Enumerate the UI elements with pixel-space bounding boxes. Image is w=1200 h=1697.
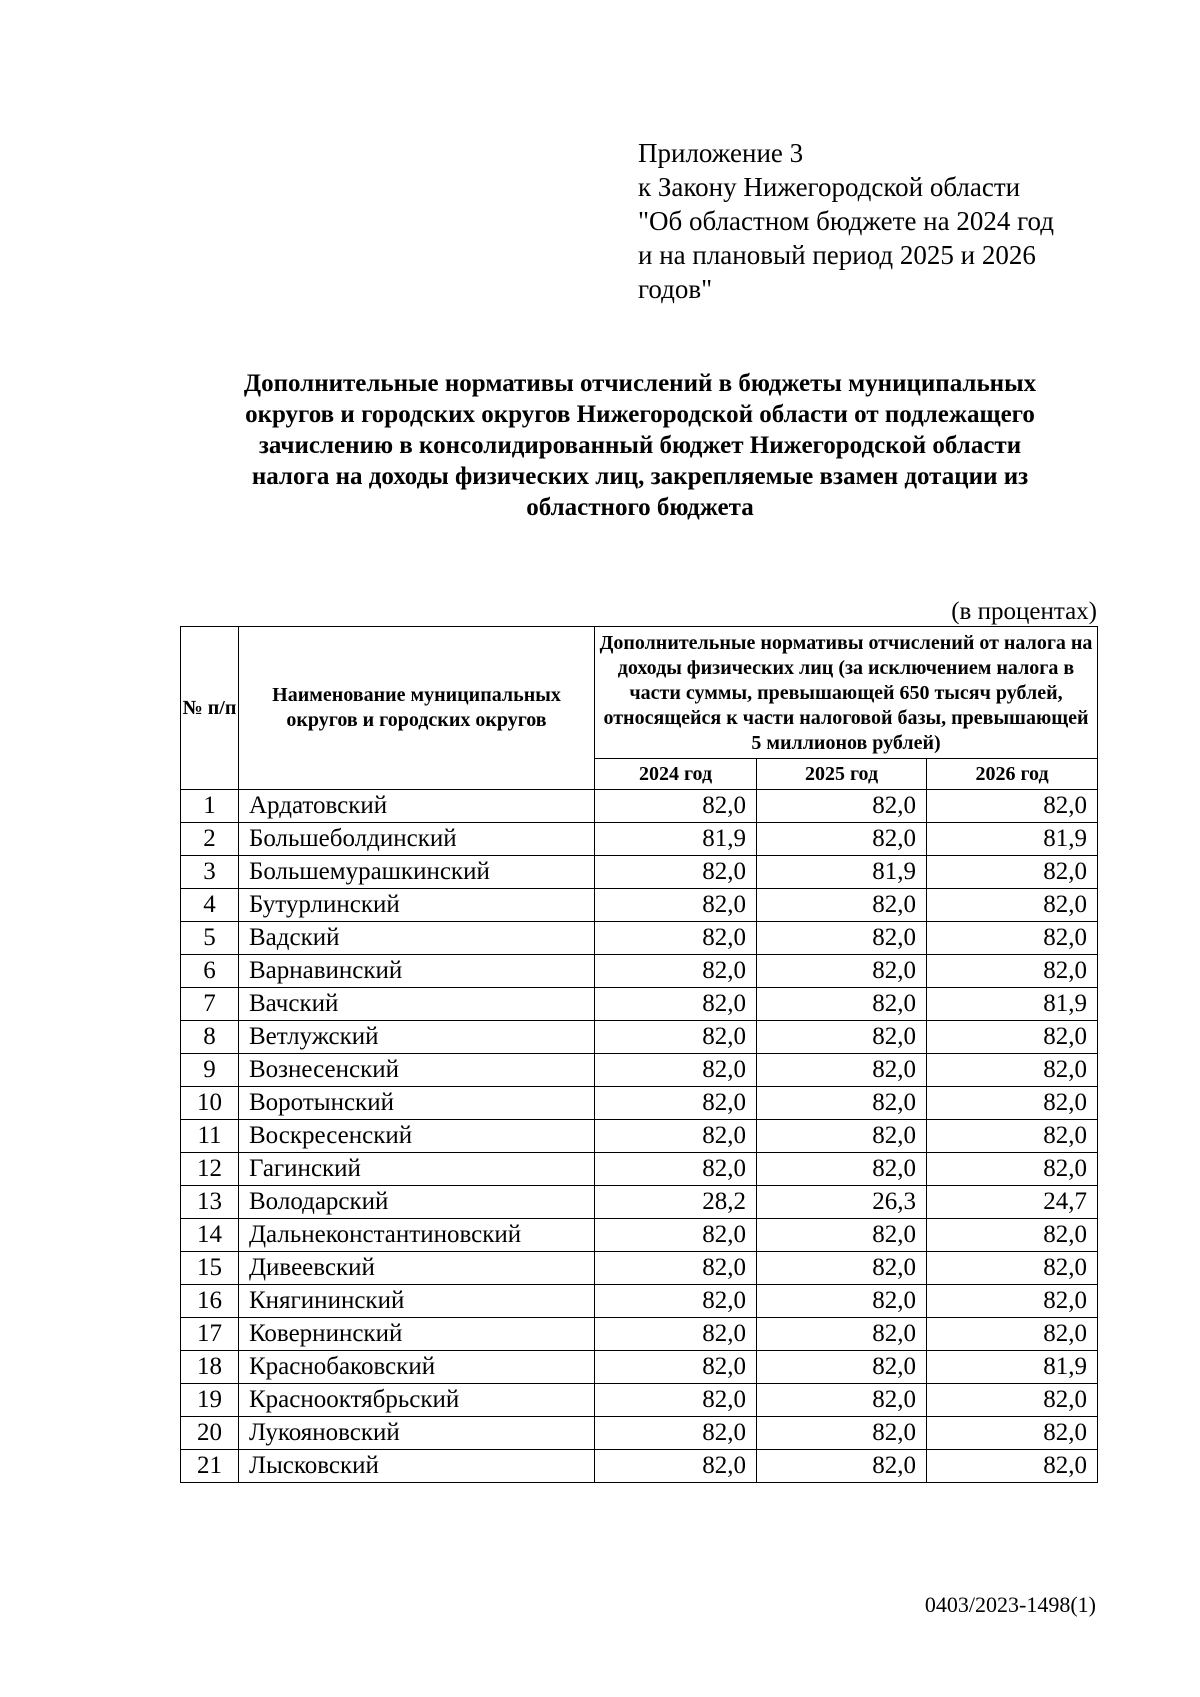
row-number: 21	[181, 1450, 239, 1483]
table-row	[181, 823, 1098, 856]
table-row	[181, 988, 1098, 1021]
row-number: 11	[181, 1120, 239, 1153]
row-municipality-name: Воскресенский	[239, 1120, 595, 1153]
title-line: зачислению в консолидированный бюджет Нижегородской области	[258, 432, 1022, 459]
row-value-2026: 82,0	[927, 790, 1098, 823]
table-row	[181, 1285, 1098, 1318]
row-value-2026: 82,0	[927, 1054, 1098, 1087]
row-value-2026: 82,0	[927, 1318, 1098, 1351]
row-municipality-name: Лукояновский	[239, 1417, 595, 1450]
row-value-2025: 82,0	[757, 1351, 927, 1384]
row-value-2026: 81,9	[927, 1351, 1098, 1384]
title-line: Дополнительные нормативы отчислений в бюджеты муниципальных	[243, 370, 1037, 397]
title-line: налога на доходы физических лиц, закрепляемые взамен дотации из	[251, 463, 1029, 490]
header-year-2025: 2025 год	[757, 759, 927, 790]
row-value-2025: 82,0	[757, 1285, 927, 1318]
appendix-line: к Закону Нижегородской области	[638, 172, 1021, 202]
row-value-2024: 82,0	[595, 1219, 757, 1252]
row-value-2026: 82,0	[927, 1219, 1098, 1252]
table-row	[181, 1219, 1098, 1252]
row-municipality-name: Краснооктябрьский	[239, 1384, 595, 1417]
row-value-2026: 81,9	[927, 988, 1098, 1021]
row-value-2025: 82,0	[757, 988, 927, 1021]
row-value-2026: 82,0	[927, 1021, 1098, 1054]
row-value-2025: 82,0	[757, 1153, 927, 1186]
row-value-2024: 82,0	[595, 922, 757, 955]
row-value-2024: 28,2	[595, 1186, 757, 1219]
table-row	[181, 1054, 1098, 1087]
row-value-2026: 24,7	[927, 1186, 1098, 1219]
row-value-2024: 82,0	[595, 1285, 757, 1318]
title-line: округов и городских округов Нижегородской области от подлежащего	[245, 401, 1035, 428]
row-value-2024: 82,0	[595, 1120, 757, 1153]
row-value-2026: 82,0	[927, 1384, 1098, 1417]
row-value-2026: 82,0	[927, 955, 1098, 988]
row-value-2026: 82,0	[927, 1285, 1098, 1318]
header-name: Наименование муниципальных округов и городских округов	[239, 627, 595, 790]
table-row	[181, 1153, 1098, 1186]
units-label: (в процентах)	[951, 598, 1097, 625]
table-row	[181, 856, 1098, 889]
row-value-2025: 82,0	[757, 1318, 927, 1351]
row-value-2026: 82,0	[927, 1417, 1098, 1450]
row-number: 15	[181, 1252, 239, 1285]
row-value-2024: 82,0	[595, 889, 757, 922]
row-value-2024: 82,0	[595, 1021, 757, 1054]
row-value-2026: 82,0	[927, 1153, 1098, 1186]
row-number: 20	[181, 1417, 239, 1450]
row-municipality-name: Лысковский	[239, 1450, 595, 1483]
row-value-2025: 82,0	[757, 1054, 927, 1087]
row-value-2024: 82,0	[595, 1318, 757, 1351]
row-municipality-name: Вадский	[239, 922, 595, 955]
row-municipality-name: Княгининский	[239, 1285, 595, 1318]
norms-table	[180, 626, 1098, 1483]
row-number: 5	[181, 922, 239, 955]
row-municipality-name: Ардатовский	[239, 790, 595, 823]
appendix-line: и на плановый период 2025 и 2026	[638, 240, 1036, 270]
title-line: областного бюджета	[526, 494, 754, 521]
row-number: 12	[181, 1153, 239, 1186]
table-row	[181, 922, 1098, 955]
appendix-line: годов"	[638, 274, 713, 304]
row-value-2024: 82,0	[595, 1417, 757, 1450]
appendix-line: "Об областном бюджете на 2024 год	[638, 206, 1054, 236]
row-number: 19	[181, 1384, 239, 1417]
row-number: 6	[181, 955, 239, 988]
header-description: Дополнительные нормативы отчислений от налога на доходы физических лиц (за исключением налога в части суммы, превышающей 650 тысяч рублей, относящейся к части налоговой базы, превышающей 5 миллионов рублей)	[595, 627, 1098, 759]
row-value-2025: 82,0	[757, 823, 927, 856]
table-row	[181, 1318, 1098, 1351]
row-number: 8	[181, 1021, 239, 1054]
row-number: 1	[181, 790, 239, 823]
appendix-header	[638, 136, 1118, 306]
row-value-2024: 82,0	[595, 1087, 757, 1120]
header-number: № п/п	[181, 627, 239, 790]
row-value-2024: 82,0	[595, 1153, 757, 1186]
row-municipality-name: Ветлужский	[239, 1021, 595, 1054]
row-value-2025: 82,0	[757, 1087, 927, 1120]
row-value-2026: 82,0	[927, 889, 1098, 922]
row-municipality-name: Большеболдинский	[239, 823, 595, 856]
table-row	[181, 1120, 1098, 1153]
row-municipality-name: Воротынский	[239, 1087, 595, 1120]
row-value-2025: 82,0	[757, 1384, 927, 1417]
row-value-2026: 82,0	[927, 1087, 1098, 1120]
row-value-2026: 82,0	[927, 1120, 1098, 1153]
row-value-2025: 82,0	[757, 1252, 927, 1285]
row-municipality-name: Дивеевский	[239, 1252, 595, 1285]
row-value-2025: 82,0	[757, 955, 927, 988]
row-value-2025: 82,0	[757, 1219, 927, 1252]
row-value-2026: 82,0	[927, 922, 1098, 955]
row-number: 13	[181, 1186, 239, 1219]
row-value-2025: 82,0	[757, 1450, 927, 1483]
table-row	[181, 889, 1098, 922]
row-number: 2	[181, 823, 239, 856]
row-value-2024: 82,0	[595, 1384, 757, 1417]
table-row	[181, 1087, 1098, 1120]
row-value-2024: 82,0	[595, 856, 757, 889]
row-number: 16	[181, 1285, 239, 1318]
header-year-2024: 2024 год	[595, 759, 757, 790]
row-value-2025: 81,9	[757, 856, 927, 889]
row-value-2024: 82,0	[595, 1351, 757, 1384]
row-number: 4	[181, 889, 239, 922]
row-number: 7	[181, 988, 239, 1021]
row-value-2024: 82,0	[595, 955, 757, 988]
row-number: 10	[181, 1087, 239, 1120]
table-row	[181, 1417, 1098, 1450]
row-value-2026: 82,0	[927, 1450, 1098, 1483]
row-value-2025: 26,3	[757, 1186, 927, 1219]
row-municipality-name: Вознесенский	[239, 1054, 595, 1087]
row-number: 14	[181, 1219, 239, 1252]
table-row	[181, 1450, 1098, 1483]
row-value-2026: 82,0	[927, 1252, 1098, 1285]
table-body	[181, 790, 1098, 1483]
row-value-2025: 82,0	[757, 922, 927, 955]
row-municipality-name: Варнавинский	[239, 955, 595, 988]
row-number: 18	[181, 1351, 239, 1384]
row-municipality-name: Володарский	[239, 1186, 595, 1219]
row-number: 17	[181, 1318, 239, 1351]
row-municipality-name: Бутурлинский	[239, 889, 595, 922]
table-row	[181, 1021, 1098, 1054]
row-value-2026: 81,9	[927, 823, 1098, 856]
row-municipality-name: Гагинский	[239, 1153, 595, 1186]
document-number: 0403/2023-1498(1)	[924, 1592, 1096, 1617]
row-value-2025: 82,0	[757, 1417, 927, 1450]
row-municipality-name: Краснобаковский	[239, 1351, 595, 1384]
header-year-2026: 2026 год	[927, 759, 1098, 790]
row-value-2024: 81,9	[595, 823, 757, 856]
row-value-2024: 82,0	[595, 1252, 757, 1285]
table-row	[181, 1186, 1098, 1219]
row-municipality-name: Большемурашкинский	[239, 856, 595, 889]
row-number: 9	[181, 1054, 239, 1087]
document-title	[150, 368, 1130, 523]
row-value-2025: 82,0	[757, 790, 927, 823]
table-row	[181, 1384, 1098, 1417]
row-municipality-name: Ковернинский	[239, 1318, 595, 1351]
row-value-2025: 82,0	[757, 1021, 927, 1054]
row-value-2024: 82,0	[595, 1054, 757, 1087]
table-row	[181, 790, 1098, 823]
row-value-2025: 82,0	[757, 1120, 927, 1153]
table-row	[181, 1252, 1098, 1285]
table-row	[181, 1351, 1098, 1384]
row-value-2025: 82,0	[757, 889, 927, 922]
row-number: 3	[181, 856, 239, 889]
row-value-2026: 82,0	[927, 856, 1098, 889]
row-value-2024: 82,0	[595, 790, 757, 823]
appendix-line: Приложение 3	[638, 138, 804, 168]
row-municipality-name: Вачский	[239, 988, 595, 1021]
row-value-2024: 82,0	[595, 1450, 757, 1483]
row-municipality-name: Дальнеконстантиновский	[239, 1219, 595, 1252]
row-value-2024: 82,0	[595, 988, 757, 1021]
table-header	[181, 627, 1098, 790]
table-row	[181, 955, 1098, 988]
